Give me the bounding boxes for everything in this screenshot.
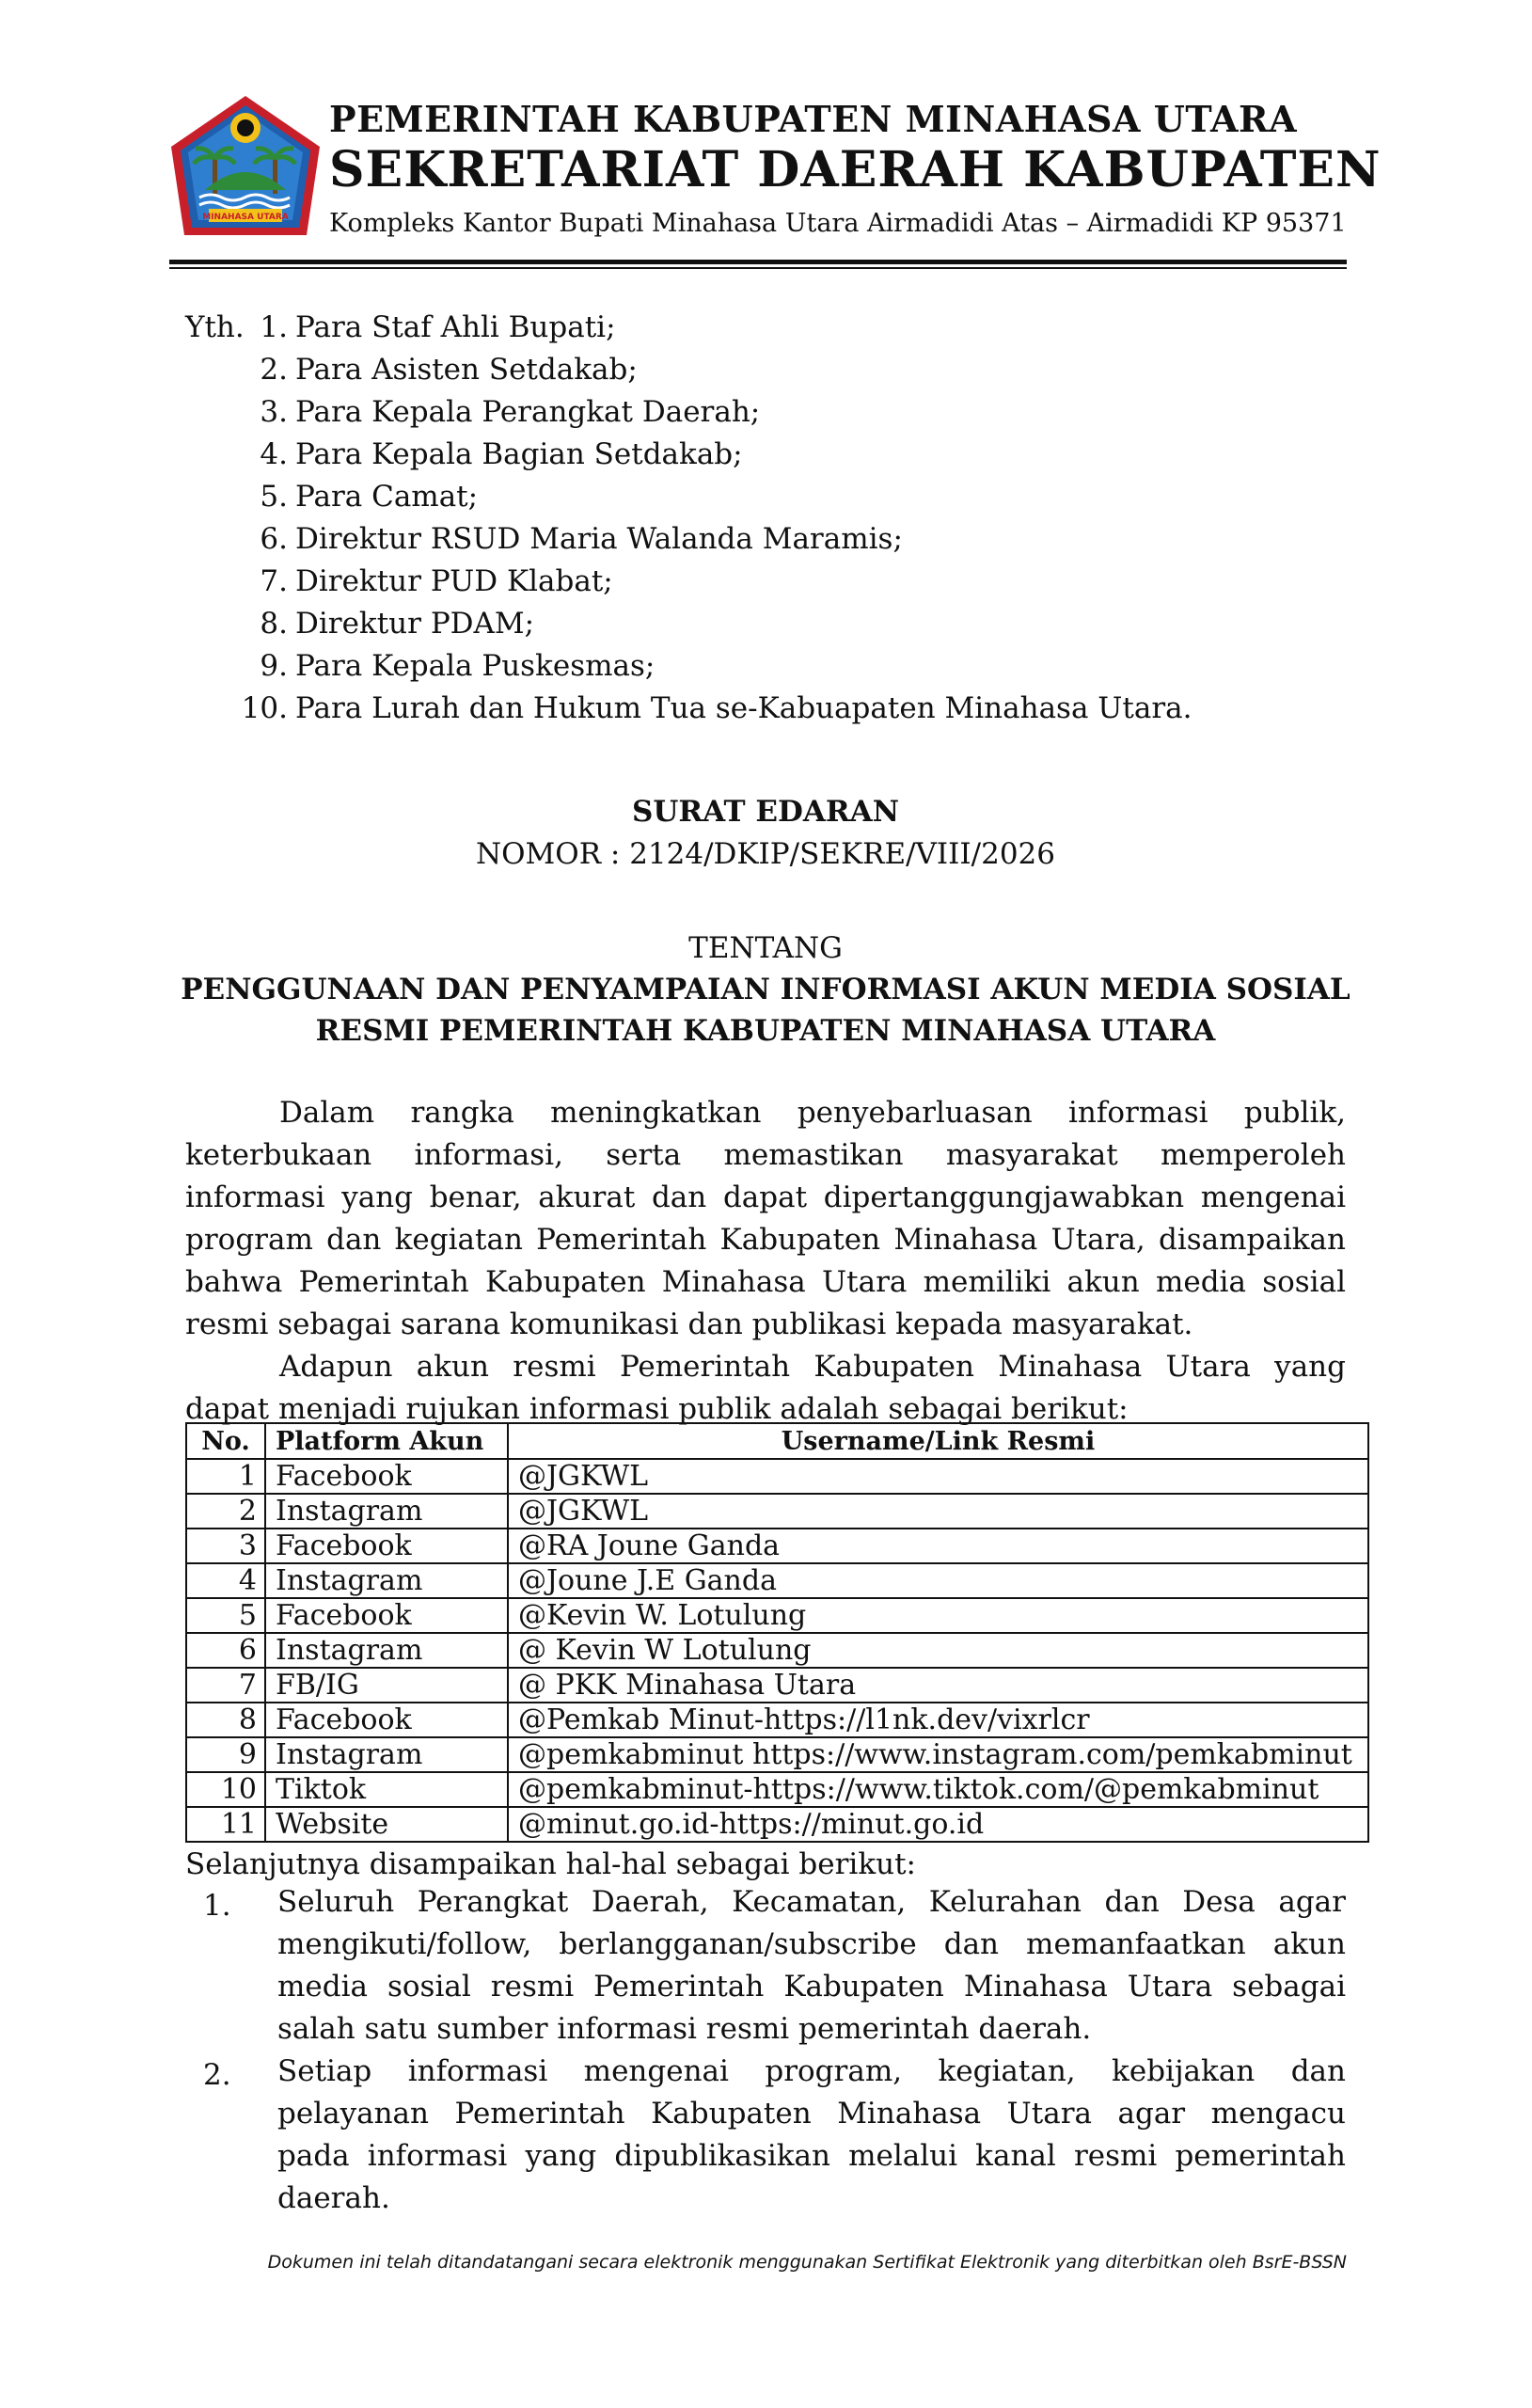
- recipient-number: 10.: [241, 691, 288, 725]
- paragraph-line: salah satu sumber informasi resmi pemerintah daerah.: [277, 2012, 1092, 2046]
- table-header-row: [186, 1423, 1368, 1459]
- cell-platform: FB/IG: [265, 1668, 508, 1703]
- followup-item: [277, 2051, 1346, 2220]
- cell-no: 1: [186, 1459, 265, 1494]
- cell-username: @RA Joune Ganda: [508, 1529, 1368, 1563]
- paragraph-line: keterbukaan informasi, serta memastikan masyarakat memperoleh: [185, 1138, 1346, 1172]
- letter-subject: RESMI PEMERINTAH KABUPATEN MINAHASA UTARA: [315, 1014, 1216, 1048]
- recipient-number: 6.: [260, 522, 288, 556]
- body-paragraph: [185, 1092, 1346, 1346]
- letter-type: SURAT EDARAN: [631, 795, 900, 829]
- letterhead-rule-thin: [169, 267, 1347, 269]
- paragraph-line: informasi yang benar, akurat dan dapat dipertanggungjawabkan mengenai: [185, 1180, 1346, 1214]
- letter-subject: PENGGUNAAN DAN PENYAMPAIAN INFORMASI AKUN MEDIA SOSIAL: [181, 973, 1350, 1006]
- body-paragraph: [185, 1346, 1346, 1431]
- table-row: [186, 1633, 1368, 1668]
- official-accounts-table: [185, 1422, 1369, 1843]
- table-row: [186, 1737, 1368, 1772]
- column-header-no: No.: [186, 1423, 265, 1459]
- regency-crest-icon: [167, 92, 324, 243]
- paragraph-line: media sosial resmi Pemerintah Kabupaten Minahasa Utara sebagai: [277, 1970, 1346, 2004]
- cell-no: 3: [186, 1529, 265, 1563]
- letter-about: TENTANG: [688, 931, 843, 965]
- cell-platform: Facebook: [265, 1529, 508, 1563]
- paragraph-line: program dan kegiatan Pemerintah Kabupaten Minahasa Utara, disampaikan: [185, 1223, 1346, 1257]
- cell-platform: Tiktok: [265, 1772, 508, 1807]
- paragraph-line: Dalam rangka meningkatkan penyebarluasan informasi publik,: [279, 1096, 1346, 1130]
- recipient-number: 2.: [260, 353, 288, 387]
- logo-banner-text: MINAHASA UTARA: [202, 213, 289, 222]
- paragraph-line: pelayanan Pemerintah Kabupaten Minahasa Utara agar mengacu: [277, 2097, 1346, 2131]
- paragraph-line: pada informasi yang dipublikasikan melalui kanal resmi pemerintah: [277, 2139, 1346, 2173]
- cell-no: 8: [186, 1703, 265, 1737]
- recipient-item: Para Kepala Perangkat Daerah;: [295, 395, 761, 429]
- e-signature-notice: Dokumen ini telah ditandatangani secara elektronik menggunakan Sertifikat Elektronik yang diterbitkan oleh BsrE-BSSN: [267, 2252, 1347, 2273]
- recipient-number: 3.: [260, 395, 288, 429]
- table-row: [186, 1807, 1368, 1842]
- cell-username: @ Kevin W Lotulung: [508, 1633, 1368, 1668]
- recipient-item: Para Lurah dan Hukum Tua se-Kabuapaten Minahasa Utara.: [295, 691, 1192, 725]
- paragraph-line: Setiap informasi mengenai program, kegiatan, kebijakan dan: [277, 2054, 1346, 2088]
- paragraph-line: dapat menjadi rujukan informasi publik adalah sebagai berikut:: [185, 1392, 1129, 1426]
- table-row: [186, 1563, 1368, 1598]
- recipient-number: 7.: [260, 564, 288, 598]
- recipient-item: Para Kepala Puskesmas;: [295, 649, 655, 683]
- recipient-item: Para Kepala Bagian Setdakab;: [295, 437, 743, 471]
- letter-number: NOMOR : 2124/DKIP/SEKRE/VIII/2026: [476, 837, 1055, 871]
- cell-username: @JGKWL: [508, 1459, 1368, 1494]
- cell-platform: Facebook: [265, 1598, 508, 1633]
- cell-no: 11: [186, 1807, 265, 1842]
- paragraph-line: resmi sebagai sarana komunikasi dan publikasi kepada masyarakat.: [185, 1307, 1193, 1341]
- cell-platform: Instagram: [265, 1563, 508, 1598]
- paragraph-line: Seluruh Perangkat Daerah, Kecamatan, Kelurahan dan Desa agar: [277, 1885, 1346, 1919]
- cell-platform: Instagram: [265, 1494, 508, 1529]
- recipient-number: 1.: [260, 310, 288, 344]
- recipient-item: Direktur PDAM;: [295, 607, 535, 641]
- cell-no: 10: [186, 1772, 265, 1807]
- paragraph-line: bahwa Pemerintah Kabupaten Minahasa Utara memiliki akun media sosial: [185, 1265, 1346, 1299]
- cell-platform: Website: [265, 1807, 508, 1842]
- table-row: [186, 1459, 1368, 1494]
- letterhead-office: SEKRETARIAT DAERAH KABUPATEN: [329, 141, 1382, 198]
- cell-platform: Facebook: [265, 1459, 508, 1494]
- followup-number: 1.: [203, 1889, 231, 1923]
- cell-username: @minut.go.id-https://minut.go.id: [508, 1807, 1368, 1842]
- cell-username: @Joune J.E Ganda: [508, 1563, 1368, 1598]
- cell-no: 4: [186, 1563, 265, 1598]
- table-row: [186, 1772, 1368, 1807]
- cell-no: 6: [186, 1633, 265, 1668]
- recipient-item: Direktur RSUD Maria Walanda Maramis;: [295, 522, 903, 556]
- column-header-platform: Platform Akun: [265, 1423, 508, 1459]
- cell-platform: Instagram: [265, 1633, 508, 1668]
- followup-item: [277, 1881, 1346, 2051]
- recipient-item: Direktur PUD Klabat;: [295, 564, 613, 598]
- recipient-number: 8.: [260, 607, 288, 641]
- cell-username: @Pemkab Minut-https://l1nk.dev/vixrlcr: [508, 1703, 1368, 1737]
- cell-platform: Facebook: [265, 1703, 508, 1737]
- recipient-item: Para Staf Ahli Bupati;: [295, 310, 616, 344]
- recipient-item: Para Asisten Setdakab;: [295, 353, 638, 387]
- table-row: [186, 1668, 1368, 1703]
- table-row: [186, 1703, 1368, 1737]
- cell-no: 2: [186, 1494, 265, 1529]
- cell-username: @pemkabminut https://www.instagram.com/pemkabminut: [508, 1737, 1368, 1772]
- cell-no: 9: [186, 1737, 265, 1772]
- table-row: [186, 1598, 1368, 1633]
- cell-username: @ PKK Minahasa Utara: [508, 1668, 1368, 1703]
- cell-no: 5: [186, 1598, 265, 1633]
- column-header-username: Username/Link Resmi: [508, 1423, 1368, 1459]
- cell-username: @pemkabminut-https://www.tiktok.com/@pemkabminut: [508, 1772, 1368, 1807]
- table-row: [186, 1529, 1368, 1563]
- table-row: [186, 1494, 1368, 1529]
- cell-platform: Instagram: [265, 1737, 508, 1772]
- recipient-number: 9.: [260, 649, 288, 683]
- cell-no: 7: [186, 1668, 265, 1703]
- paragraph-line: Adapun akun resmi Pemerintah Kabupaten Minahasa Utara yang: [279, 1350, 1346, 1384]
- letterhead-rule: [169, 260, 1347, 264]
- letterhead-government: PEMERINTAH KABUPATEN MINAHASA UTARA: [329, 98, 1298, 140]
- letterhead-address: Kompleks Kantor Bupati Minahasa Utara Airmadidi Atas – Airmadidi KP 95371: [329, 209, 1347, 238]
- paragraph-line: daerah.: [277, 2181, 390, 2215]
- recipient-item: Para Camat;: [295, 480, 479, 514]
- recipient-number: 5.: [260, 480, 288, 514]
- paragraph-line: mengikuti/follow, berlangganan/subscribe dan memanfaatkan akun: [277, 1927, 1346, 1961]
- recipients-label: Yth.: [185, 310, 245, 344]
- cell-username: @Kevin W. Lotulung: [508, 1598, 1368, 1633]
- cell-username: @JGKWL: [508, 1494, 1368, 1529]
- followup-number: 2.: [203, 2058, 231, 2092]
- followup-intro: Selanjutnya disampaikan hal-hal sebagai berikut:: [185, 1847, 916, 1881]
- recipient-number: 4.: [260, 437, 288, 471]
